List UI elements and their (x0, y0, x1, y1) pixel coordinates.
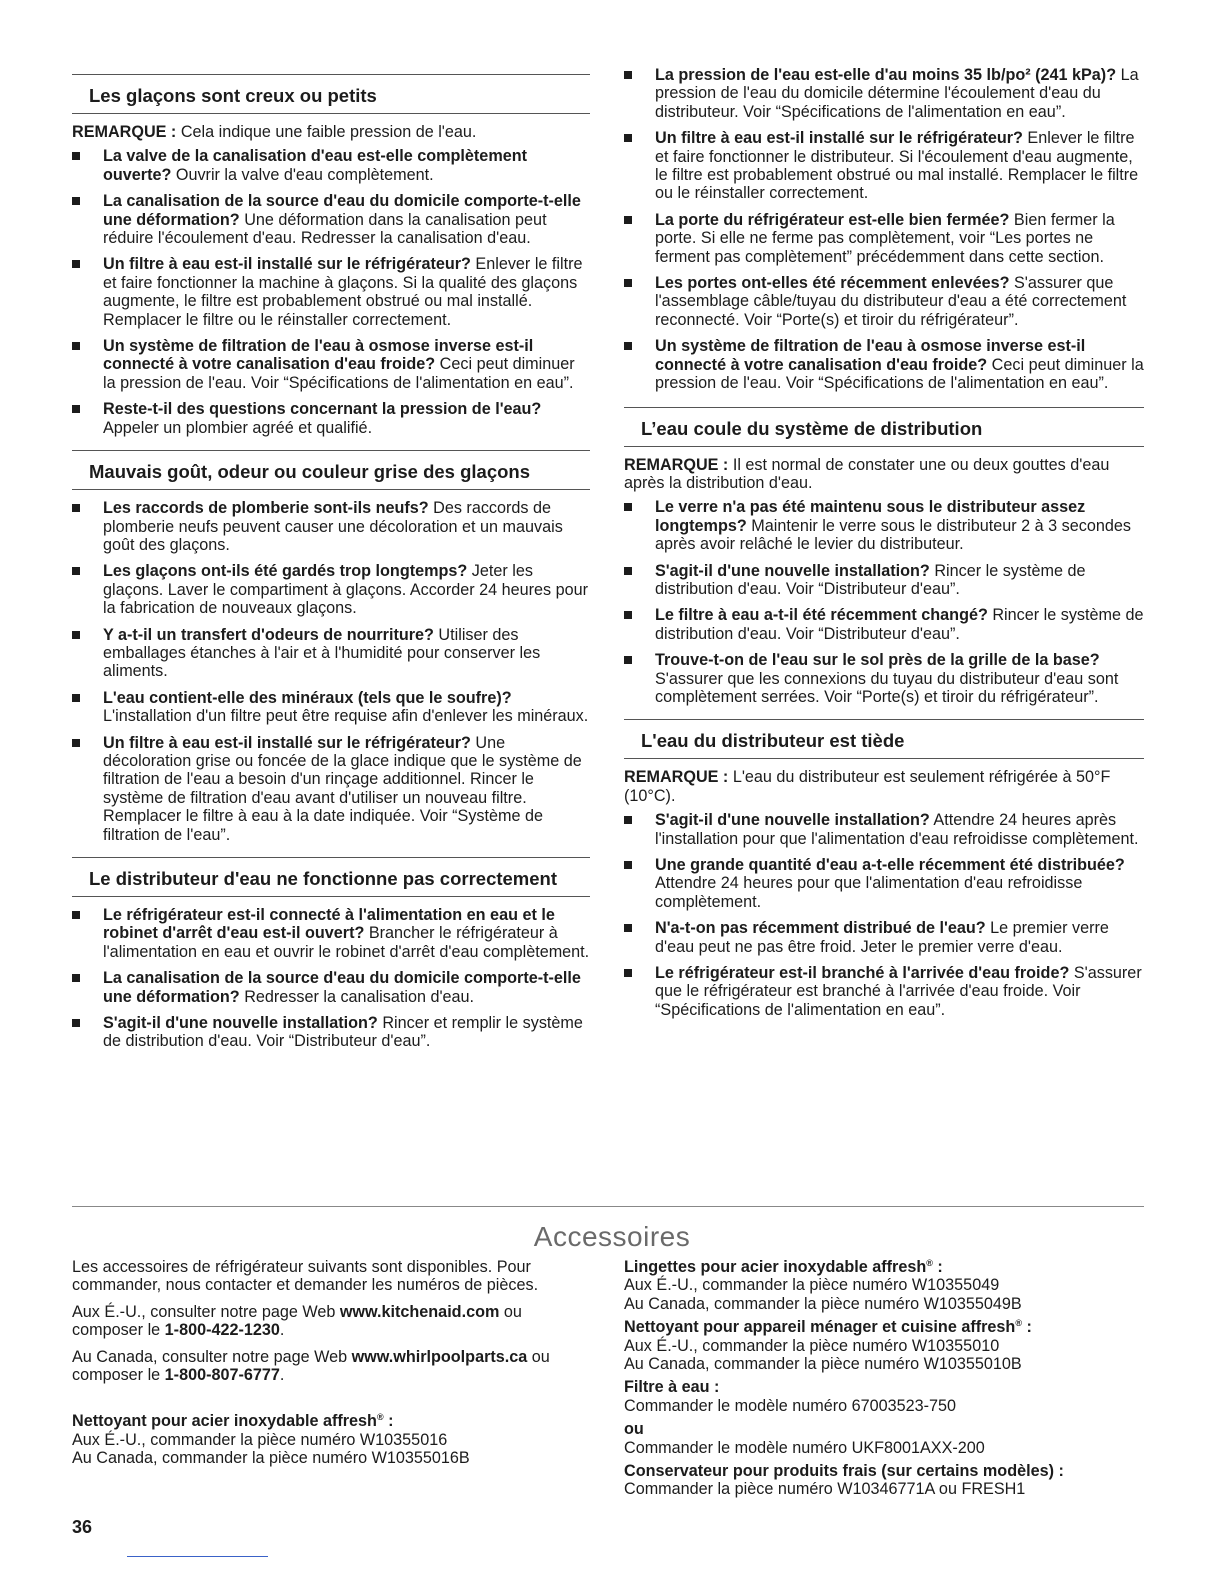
question-text: La valve de la canalisation d'eau est-elle complètement ouverte? (103, 147, 527, 184)
troubleshooting-section (72, 74, 590, 437)
accessories-products-left (72, 1412, 592, 1467)
answer-text: Une décoloration grise ou foncée de la glace indique que le système de filtration de l'eau a besoin d'un rinçage additionnel. Rincer le système de filtration d'eau avant d'utiliser un nouveau filtre. Remplacer le filtre à eau à la date indiquée. Voir “Système de filtration de l'eau”. (103, 733, 582, 844)
question-item (624, 606, 1144, 643)
question-item (72, 337, 590, 392)
question-item (72, 906, 590, 961)
question-text: S'agit-il d'une nouvelle installation? (103, 1014, 378, 1033)
page-number: 36 (72, 1517, 93, 1537)
canada-phone: 1-800-807-6777 (164, 1366, 280, 1385)
question-text: Le filtre à eau a-t-il été récemment changé? (655, 606, 988, 625)
answer-text: L'installation d'un filtre peut être requise afin d'enlever les minéraux. (103, 707, 589, 726)
accessories-products-right (624, 1258, 1144, 1499)
answer-text: Maintenir le verre sous le distributeur 2 à 3 secondes après avoir relâché le levier du distributeur. (655, 516, 1131, 554)
note-label: REMARQUE : (624, 768, 729, 787)
product-title: Conservateur pour produits frais (sur certains modèles) : (624, 1462, 1064, 1481)
question-item (624, 498, 1144, 553)
answer-text: Attendre 24 heures après l'installation pour que l'alimentation d'eau refroidisse complètement. (655, 811, 1139, 848)
product-line: Aux É.-U., commander la pièce numéro W10355010 (624, 1336, 1000, 1355)
accessories-title: Accessoires (533, 1221, 691, 1252)
question-item (72, 626, 590, 681)
right-column (624, 66, 1144, 1032)
accessory-product (624, 1378, 1144, 1415)
answer-text: S'assurer que les connexions du tuyau du distributeur d'eau sont complètement serrées. Voir “Porte(s) et tiroir du réfrigérateur”. (655, 669, 1119, 706)
accessory-product (624, 1420, 1144, 1457)
question-list (624, 498, 1144, 706)
canada-contact: Au Canada, consulter notre page Web www.whirlpoolparts.ca ou composer le 1-800-807-6777. (72, 1347, 550, 1385)
question-item (72, 255, 590, 329)
question-item (624, 562, 1144, 599)
note-label: REMARQUE : (72, 123, 177, 141)
question-item (72, 689, 590, 726)
question-item (624, 964, 1144, 1019)
section-title: L’eau coule du système de distribution (624, 407, 1144, 447)
answer-text: Bien fermer la porte. Si elle ne ferme pas complètement, voir “Les portes ne ferment pas complètement” précédemment dans cette section. (655, 210, 1115, 266)
footer-link-line (127, 1556, 268, 1557)
answer-text: Rincer et remplir le système de distribution d'eau. Voir “Distributeur d'eau”. (103, 1014, 583, 1051)
accessory-product (72, 1412, 592, 1467)
question-text: Les raccords de plomberie sont-ils neufs? (103, 499, 429, 518)
answer-text: Enlever le filtre et faire fonctionner le distributeur. Si l'écoulement d'eau augmente, le filtre est probablement obstrué ou mal installé. Remplacer le filtre ou le réinstaller correctement. (655, 129, 1139, 203)
us-phone: 1-800-422-1230 (164, 1321, 280, 1340)
note-text: Cela indique une faible pression de l'eau. (176, 123, 477, 141)
question-text: L'eau contient-elle des minéraux (tels que le soufre)? (103, 688, 512, 707)
question-text: Un système de filtration de l'eau à osmose inverse est-il connecté à votre canalisation d'eau froide? (655, 337, 1086, 374)
registered-mark: ® (1015, 1318, 1022, 1329)
product-line: Commander le modèle numéro UKF8001AXX-200 (624, 1438, 985, 1457)
question-text: Le verre n'a pas été maintenu sous le distributeur assez longtemps? (655, 498, 1086, 535)
question-text: Trouve-t-on de l'eau sur le sol près de la grille de la base? (655, 651, 1100, 670)
question-item (624, 856, 1144, 911)
question-text: S'agit-il d'une nouvelle installation? (655, 811, 930, 830)
question-item (72, 969, 590, 1006)
question-item (72, 734, 590, 844)
answer-text: Attendre 24 heures pour que l'alimentation d'eau refroidisse complètement. (655, 874, 1083, 911)
product-title: ou (624, 1420, 644, 1439)
answer-text: Des raccords de plomberie neufs peuvent causer une décoloration et un mauvais goût des glaçons. (103, 499, 563, 554)
product-line: Commander la pièce numéro W10346771A ou FRESH1 (624, 1480, 1026, 1499)
troubleshooting-section (72, 857, 590, 1051)
accessory-product (624, 1462, 1144, 1499)
answer-text: Rincer le système de distribution d'eau. Voir “Distributeur d'eau”. (655, 606, 1144, 643)
question-item (624, 337, 1144, 392)
question-item (72, 400, 590, 437)
product-title: Filtre à eau : (624, 1378, 720, 1397)
answer-text: Enlever le filtre et faire fonctionner la machine à glaçons. Si la qualité des glaçons augmente, le filtre est probablement obstrué ou mal installé. Remplacer le filtre ou le réinstaller correctement. (103, 255, 583, 329)
product-title: Nettoyant pour acier inoxydable affresh® : (72, 1412, 394, 1431)
section-title: Le distributeur d'eau ne fonctionne pas correctement (72, 857, 590, 897)
question-item (624, 274, 1144, 329)
question-text: Un filtre à eau est-il installé sur le réfrigérateur? (655, 129, 1023, 148)
note-text: L'eau du distributeur est seulement réfrigérée à 50°F (10°C). (624, 768, 1111, 805)
question-item (72, 192, 590, 247)
answer-text: La pression de l'eau du domicile détermine l'écoulement d'eau du distributeur. Voir “Spécifications de l'alimentation en eau”. (655, 66, 1139, 121)
answer-text: Utiliser des emballages étanches à l'air et à l'humidité pour conserver les aliments. (103, 625, 541, 681)
question-item (72, 147, 590, 184)
question-list (72, 499, 590, 844)
section-note (624, 768, 1144, 805)
canada-website-link[interactable]: www.whirlpoolparts.ca (351, 1347, 528, 1366)
question-list (72, 147, 590, 437)
answer-text: Appeler un plombier agréé et qualifié. (103, 418, 373, 437)
question-item (72, 562, 590, 617)
answer-text: Ceci peut diminuer la pression de l'eau. Voir “Spécifications de l'alimentation en eau”. (655, 355, 1144, 393)
section-note (72, 123, 590, 141)
answer-text: Ouvrir la valve d'eau complètement. (171, 165, 434, 184)
us-contact: Aux É.-U., consulter notre page Web www.kitchenaid.com ou composer le 1-800-422-1230. (72, 1302, 522, 1340)
answer-text: S'assurer que l'assemblage câble/tuyau du distributeur d'eau a été correctement reconnecté. Voir “Porte(s) et tiroir du réfrigérateur”. (655, 274, 1127, 329)
left-column (72, 74, 590, 1064)
product-line: Au Canada, commander la pièce numéro W10355010B (624, 1355, 1022, 1374)
question-item (72, 1014, 590, 1051)
product-line: Au Canada, commander la pièce numéro W10355016B (72, 1449, 470, 1468)
troubleshooting-section (72, 450, 590, 844)
question-text: La pression de l'eau est-elle d'au moins 35 lb/po² (241 kPa)? (655, 66, 1117, 84)
note-label: REMARQUE : (624, 455, 729, 474)
question-item (624, 811, 1144, 848)
accessories-intro: Les accessoires de réfrigérateur suivants sont disponibles. Pour commander, nous contacter et demander les numéros de pièces. (72, 1258, 539, 1295)
troubleshooting-section (624, 719, 1144, 1019)
product-line: Commander le modèle numéro 67003523-750 (624, 1396, 957, 1415)
accessory-product (624, 1318, 1144, 1373)
answer-text: S'assurer que le réfrigérateur est branché à l'arrivée d'eau froide. Voir “Spécifications de l'alimentation en eau”. (655, 964, 1142, 1019)
question-text: N'a-t-on pas récemment distribué de l'eau? (655, 919, 986, 938)
question-text: La canalisation de la source d'eau du domicile comporte-t-elle une déformation? (103, 969, 581, 1006)
question-item (624, 66, 1144, 121)
question-text: Reste-t-il des questions concernant la pression de l'eau? (103, 400, 542, 419)
question-text: S'agit-il d'une nouvelle installation? (655, 561, 930, 580)
question-text: La porte du réfrigérateur est-elle bien fermée? (655, 210, 1010, 229)
product-title: Lingettes pour acier inoxydable affresh® : (624, 1258, 943, 1276)
question-text: Un filtre à eau est-il installé sur le réfrigérateur? (103, 255, 471, 274)
registered-mark: ® (926, 1258, 933, 1268)
question-item (624, 651, 1144, 706)
question-item (624, 129, 1144, 203)
product-line: Aux É.-U., commander la pièce numéro W10355016 (72, 1430, 448, 1449)
answer-text: Une déformation dans la canalisation peut réduire l'écoulement d'eau. Redresser la canalisation d'eau. (103, 210, 547, 248)
section-title: L'eau du distributeur est tiède (624, 719, 1144, 759)
product-line: Aux É.-U., commander la pièce numéro W10355049 (624, 1276, 1000, 1295)
section-note (624, 456, 1144, 493)
question-text: Les portes ont-elles été récemment enlevées? (655, 274, 1010, 293)
question-list (72, 906, 590, 1051)
question-text: Un filtre à eau est-il installé sur le réfrigérateur? (103, 733, 471, 752)
question-text: Le réfrigérateur est-il branché à l'arrivée d'eau froide? (655, 964, 1070, 983)
registered-mark: ® (376, 1412, 384, 1423)
question-text: La canalisation de la source d'eau du domicile comporte-t-elle une déformation? (103, 192, 581, 229)
question-item (624, 211, 1144, 266)
question-text: Une grande quantité d'eau a-t-elle récemment été distribuée? (655, 856, 1125, 874)
question-list (624, 811, 1144, 1019)
section-title: Mauvais goût, odeur ou couleur grise des glaçons (72, 450, 590, 490)
us-website-link[interactable]: www.kitchenaid.com (339, 1302, 500, 1321)
answer-text: Rincer le système de distribution d'eau. Voir “Distributeur d'eau”. (655, 561, 1086, 598)
question-list (624, 66, 1144, 393)
answer-text: Redresser la canalisation d'eau. (239, 987, 475, 1006)
accessories-left-column (72, 1258, 592, 1473)
product-line: Au Canada, commander la pièce numéro W10355049B (624, 1294, 1022, 1313)
section-title: Les glaçons sont creux ou petits (72, 74, 590, 114)
question-text: Un système de filtration de l'eau à osmose inverse est-il connecté à votre canalisation d'eau froide? (103, 337, 534, 374)
question-text: Les glaçons ont-ils été gardés trop longtemps? (103, 562, 468, 581)
note-text: Il est normal de constater une ou deux gouttes d'eau après la distribution d'eau. (624, 455, 1110, 492)
answer-text: Jeter les glaçons. Laver le compartiment à glaçons. Accorder 24 heures pour la fabrication de nouveaux glaçons. (103, 562, 588, 618)
troubleshooting-section (624, 407, 1144, 707)
question-text: Le réfrigérateur est-il connecté à l'alimentation en eau et le robinet d'arrêt d'eau est-il ouvert? (103, 906, 555, 943)
answer-text: Le premier verre d'eau peut ne pas être froid. Jeter le premier verre d'eau. (655, 919, 1109, 956)
answer-text: Ceci peut diminuer la pression de l'eau. Voir “Spécifications de l'alimentation en eau”. (103, 355, 575, 392)
accessory-product (624, 1258, 1144, 1313)
product-title: Nettoyant pour appareil ménager et cuisine affresh® : (624, 1318, 1032, 1337)
answer-text: Brancher le réfrigérateur à l'alimentation en eau et ouvrir le robinet d'arrêt d'eau complètement. (103, 924, 590, 961)
accessories-divider (72, 1206, 1144, 1207)
accessories-right-column (624, 1258, 1144, 1504)
question-text: Y a-t-il un transfert d'odeurs de nourriture? (103, 625, 434, 644)
question-item (72, 499, 590, 554)
question-item (624, 919, 1144, 956)
